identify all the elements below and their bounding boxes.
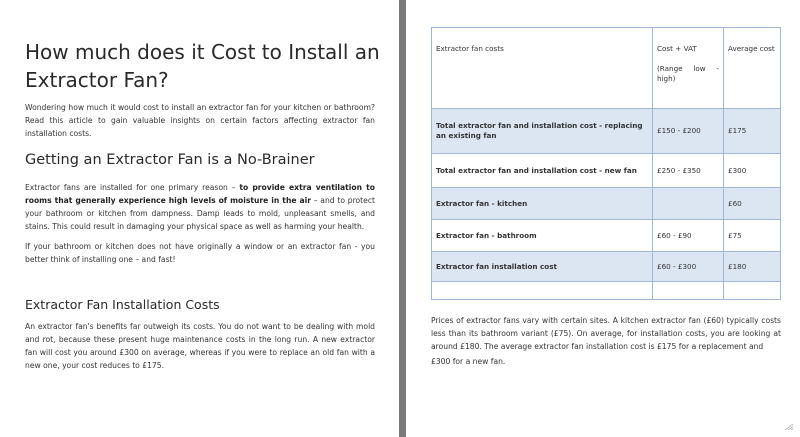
right-page <box>406 0 800 437</box>
ventilation-text-bold: to provide extra ventilation to rooms that generally experience high levels of moisture in the air <box>25 183 375 205</box>
table-header-row <box>432 28 781 109</box>
ventilation-text-start: Extractor fans are installed for one primary reason – <box>25 183 240 192</box>
empty-cell <box>724 282 781 300</box>
header-range-label: (Range low - high) <box>657 64 719 83</box>
section-heading-installation-costs: Extractor Fan Installation Costs <box>25 297 220 312</box>
header-cost-vat-label: Cost + VAT <box>657 44 697 53</box>
prices-paragraph: Prices of extractor fans vary with certain sites. A kitchen extractor fan (£60) typically costs less than its bathroom variant (£75). On average, for installation costs, you are looking at around £180. The average extractor fan installation cost is £175 for a replacement and <box>431 316 781 351</box>
resize-grip-icon <box>784 423 794 431</box>
empty-cell <box>653 282 724 300</box>
empty-cell <box>432 282 653 300</box>
row-label: Total extractor fan and installation cost - replacing an existing fan <box>432 109 653 154</box>
page-title: How much does it Cost to Install an Extractor Fan? <box>25 40 380 92</box>
row-average: £300 <box>724 154 781 188</box>
ventilation-paragraph <box>25 181 375 233</box>
header-cost-vat <box>653 28 724 109</box>
header-average-cost: Average cost <box>724 28 781 109</box>
prices-paragraph-end: £300 for a new fan. <box>431 357 506 366</box>
left-page <box>0 0 399 437</box>
table-row <box>432 109 781 154</box>
table-row <box>432 220 781 252</box>
row-range: £60 - £90 <box>653 220 724 252</box>
row-average: £75 <box>724 220 781 252</box>
row-label: Extractor fan installation cost <box>432 252 653 282</box>
row-average: £60 <box>724 188 781 220</box>
row-range: £150 - £200 <box>653 109 724 154</box>
row-average: £180 <box>724 252 781 282</box>
table-row-empty <box>432 282 781 300</box>
row-range: £60 - £300 <box>653 252 724 282</box>
row-range: £250 - £350 <box>653 154 724 188</box>
table-row <box>432 188 781 220</box>
row-range <box>653 188 724 220</box>
table-row <box>432 252 781 282</box>
ventilation-text-end: – and to protect your bathroom or kitchen from dampness. Damp leads to mold, unpleasant smells, and stains. This could result in damaging your physical space as well as harming your health. <box>25 196 375 231</box>
row-label: Extractor fan - bathroom <box>432 220 653 252</box>
intro-paragraph: Wondering how much it would cost to install an extractor fan for your kitchen or bathroom? Read this article to gain valuable insights on certain factors affecting extractor fan installation costs. <box>25 103 375 138</box>
section-heading-no-brainer: Getting an Extractor Fan is a No-Brainer <box>25 152 315 168</box>
cost-table <box>431 27 781 300</box>
page-gutter <box>399 0 406 437</box>
header-cost-label: Extractor fan costs <box>432 28 653 109</box>
row-label: Total extractor fan and installation cost - new fan <box>432 154 653 188</box>
window-paragraph: If your bathroom or kitchen does not have originally a window or an extractor fan - you better think of installing one – and fast! <box>25 242 375 264</box>
table-row <box>432 154 781 188</box>
row-average: £175 <box>724 109 781 154</box>
installation-costs-paragraph: An extractor fan's benefits far outweigh its costs. You do not want to be dealing with mold and rot, because these present huge maintenance costs in the long run. A new extractor fan will cost you around £300 on average, whereas if you were to replace an old fan with a new one, your cost reduces to £175. <box>25 322 375 370</box>
row-label: Extractor fan - kitchen <box>432 188 653 220</box>
